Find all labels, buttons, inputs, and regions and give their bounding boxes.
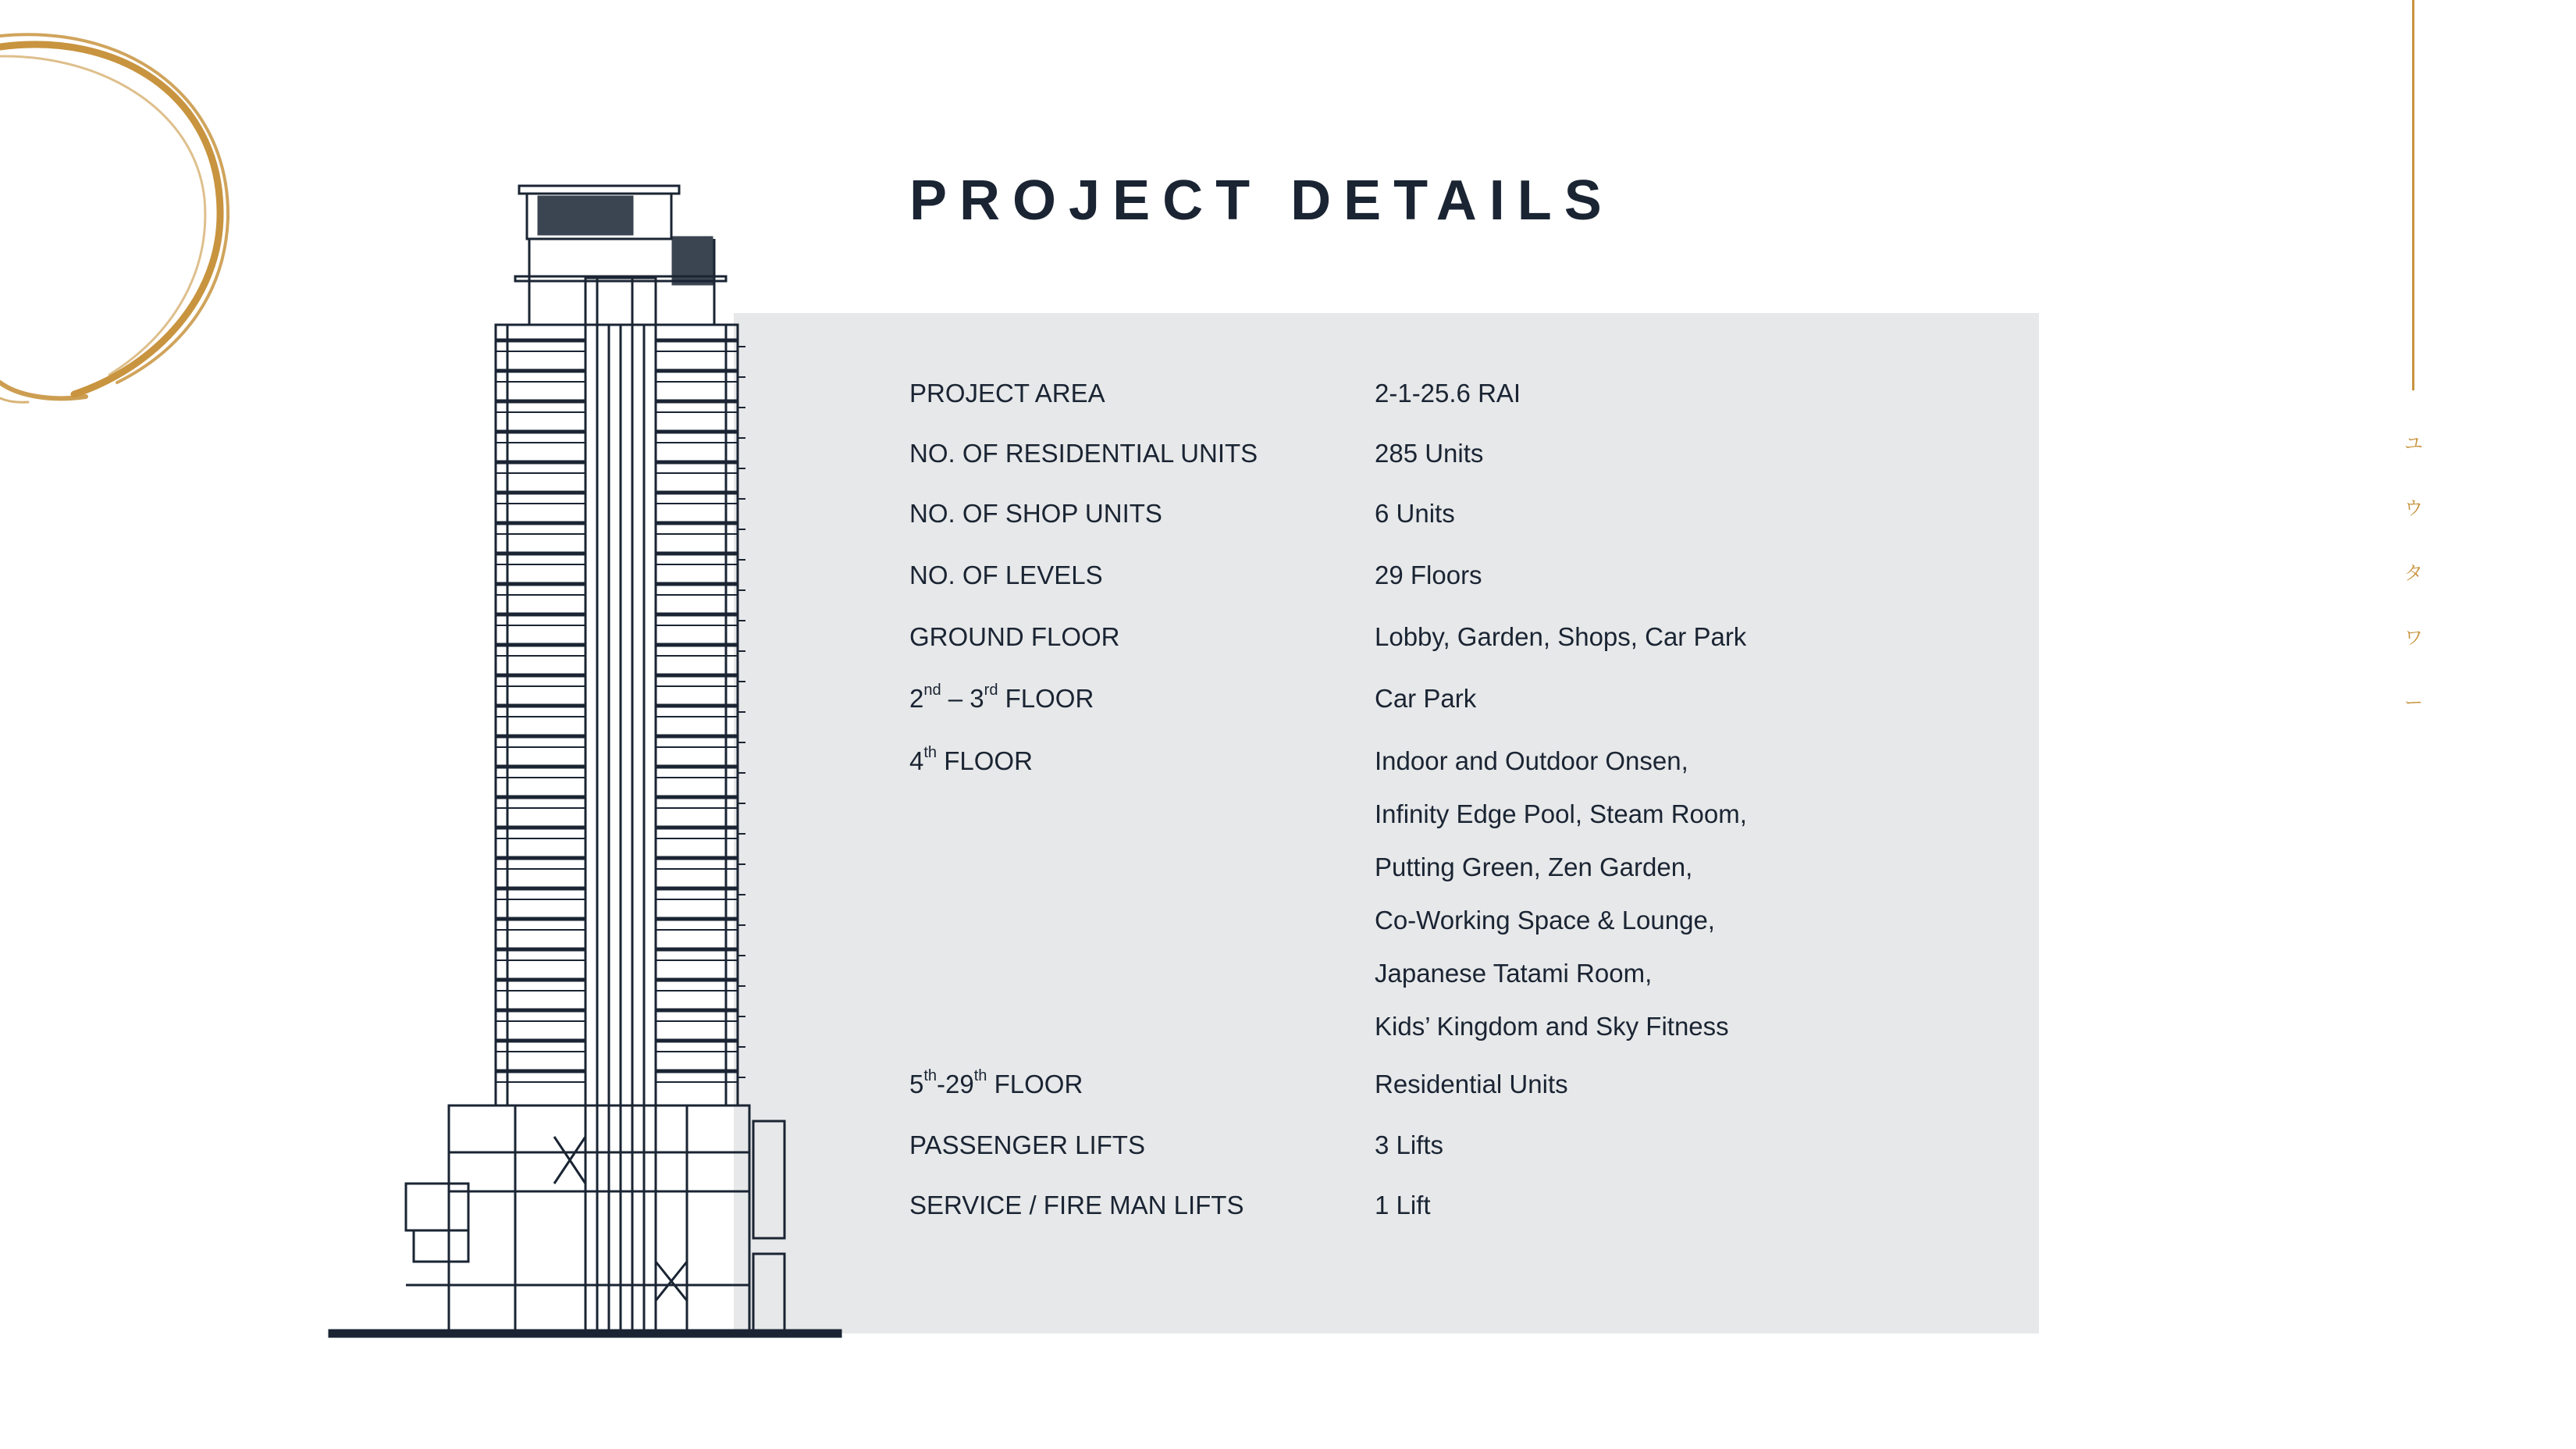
detail-value: Residential Units (1375, 1070, 1568, 1098)
amenity-item: Indoor and Outdoor Onsen, (1375, 746, 1688, 775)
detail-value: Car Park (1375, 684, 1477, 713)
detail-label: 4th FLOOR (909, 744, 1033, 775)
detail-value: 1 Lift (1375, 1191, 1431, 1219)
detail-label: 5th-29th FLOOR (909, 1067, 1083, 1098)
detail-label: NO. OF LEVELS (909, 561, 1103, 589)
detail-value: 285 Units (1375, 439, 1484, 468)
brand-glyph: ユ (2404, 433, 2423, 454)
page-title: PROJECT DETAILS (909, 169, 1614, 232)
brand-glyph: ウ (2404, 497, 2423, 519)
brand-glyph: ー (2404, 692, 2423, 714)
amenity-item: Infinity Edge Pool, Steam Room, (1375, 799, 1747, 828)
detail-value: 6 Units (1375, 499, 1455, 528)
detail-label: PASSENGER LIFTS (909, 1130, 1145, 1159)
detail-label: SERVICE / FIRE MAN LIFTS (909, 1191, 1244, 1219)
building-elevation-icon (320, 176, 851, 1348)
detail-value: Lobby, Garden, Shops, Car Park (1375, 622, 1747, 651)
detail-label: NO. OF RESIDENTIAL UNITS (909, 439, 1258, 468)
amenity-item: Putting Green, Zen Garden, (1375, 853, 1693, 881)
detail-label: NO. OF SHOP UNITS (909, 499, 1162, 528)
detail-value: 2-1-25.6 RAI (1375, 379, 1521, 408)
accent-divider (2412, 0, 2414, 390)
vertical-brand-text (2396, 428, 2431, 752)
detail-label: GROUND FLOOR (909, 622, 1120, 651)
detail-value: 29 Floors (1375, 561, 1482, 589)
detail-label: 2nd – 3rd FLOOR (909, 682, 1094, 713)
detail-value-list (1375, 735, 1747, 1053)
amenity-item: Kids’ Kingdom and Sky Fitness (1375, 1012, 1729, 1041)
brand-glyph: タ (2404, 562, 2423, 584)
brush-circle-icon (0, 0, 250, 422)
amenity-item: Co-Working Space & Lounge, (1375, 906, 1715, 935)
brand-glyph: ワ (2404, 627, 2423, 649)
amenity-item: Japanese Tatami Room, (1375, 959, 1653, 988)
detail-value: 3 Lifts (1375, 1130, 1444, 1159)
detail-label: PROJECT AREA (909, 379, 1105, 408)
